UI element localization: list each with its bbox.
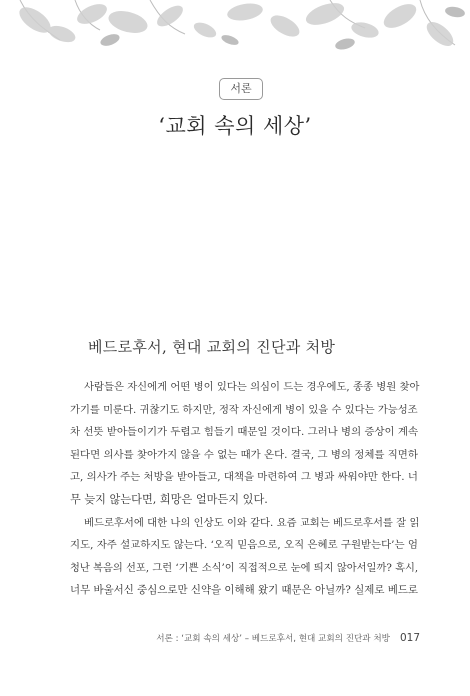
text-line: 지도, 자주 설교하지도 않는다. ‘오직 믿음으로, 오직 은혜로 구원받는다’는 엄 <box>70 539 418 552</box>
paragraph-2 <box>70 512 418 602</box>
text-line: 차 선뜻 받아들이기가 두렵고 힘들기 때문일 것이다. 그러나 병의 증상이 계속 <box>70 426 419 439</box>
text-line: 고, 의사가 주는 처방을 받아들고, 대책을 마련하여 그 병과 싸워야만 한다. 너 <box>70 471 418 484</box>
page-number: 017 <box>399 632 420 644</box>
chapter-title: ‘교회 속의 세상’ <box>158 114 312 138</box>
page-footer <box>156 632 420 644</box>
section-badge: 서론 <box>219 78 263 100</box>
botanical-illustration <box>0 0 470 62</box>
paragraph-1 <box>70 376 418 512</box>
text-line: 너무 바울서신 중심으로만 신약을 이해해 왔기 때문은 아닐까? 실제로 베드로 <box>70 584 419 597</box>
text-line: 청난 복음의 선포, 그런 ‘기쁜 소식’이 직접적으로 눈에 띄지 않아서일까? 혹시, <box>70 561 419 574</box>
running-head: 서론 : ‘교회 속의 세상’ – 베드로후서, 현대 교회의 진단과 처방 <box>156 634 390 644</box>
text-line: 무 늦지 않는다면, 희망은 얼마든지 있다. <box>70 492 268 506</box>
body-text <box>70 376 418 602</box>
text-line: 사람들은 자신에게 어떤 병이 있다는 의심이 드는 경우에도, 종종 병원 찾아 <box>84 381 420 393</box>
text-line: 된다면 의사를 찾아가지 않을 수 없는 때가 온다. 결국, 그 병의 정체를 직면하 <box>70 448 418 461</box>
text-line: 가기를 미룬다. 귀찮기도 하지만, 정작 자신에게 병이 있을 수 있다는 가능성조 <box>70 403 418 416</box>
section-heading: 베드로후서, 현대 교회의 진단과 처방 <box>88 338 336 356</box>
text-line: 베드로후서에 대한 나의 인상도 이와 같다. 요즘 교회는 베드로후서를 잘 읽 <box>84 516 420 529</box>
